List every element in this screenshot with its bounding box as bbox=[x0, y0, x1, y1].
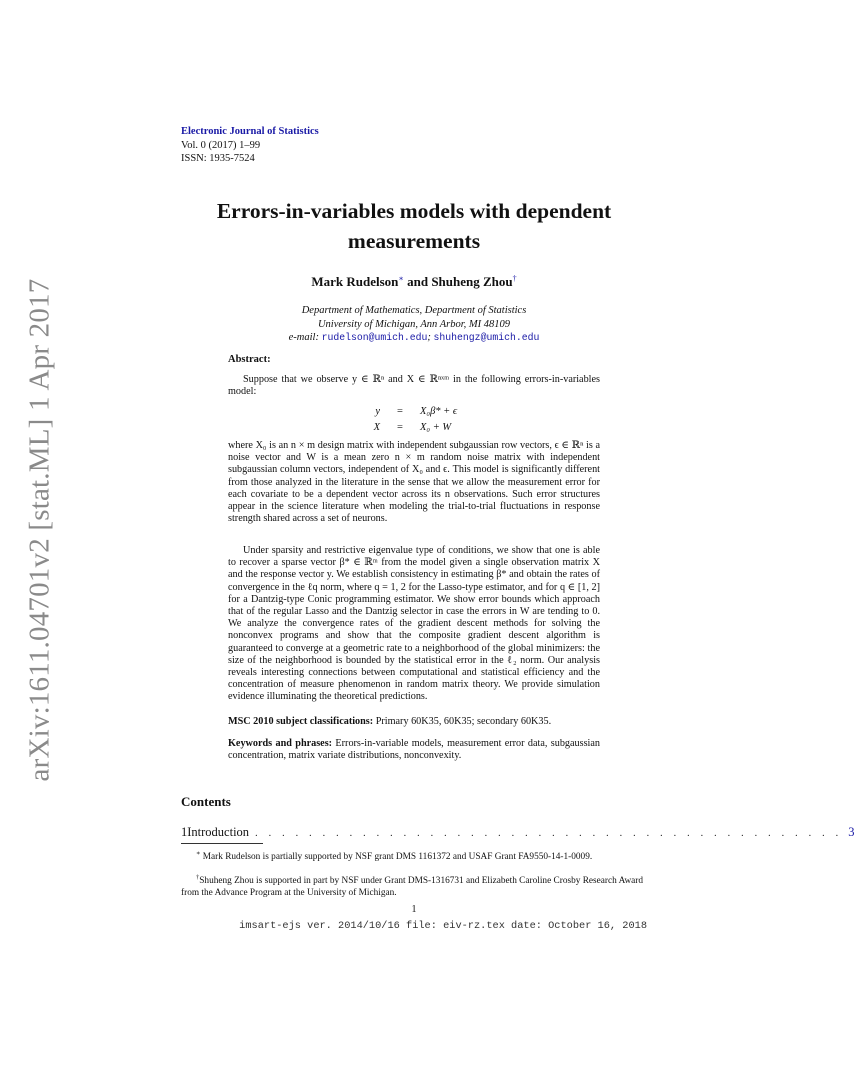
paper-title bbox=[150, 196, 678, 256]
affiliation bbox=[150, 304, 678, 345]
abstract-intro-text: Suppose that we observe y ∈ ℝⁿ and X ∈ ℝⁿˣᵐ in the following errors-in-variables model: bbox=[228, 374, 600, 398]
equation-row bbox=[360, 404, 457, 420]
footnote-rule bbox=[181, 843, 263, 844]
msc-classifications bbox=[228, 716, 600, 728]
author-1: Mark Rudelson bbox=[311, 274, 399, 289]
toc-page-link[interactable]: 3 bbox=[848, 825, 855, 839]
equation-lhs: X bbox=[373, 422, 380, 433]
footnote-2 bbox=[181, 872, 647, 899]
journal-volume: Vol. 0 (2017) 1–99 bbox=[181, 139, 261, 151]
toc-number: 1 bbox=[181, 825, 188, 839]
toc-title[interactable]: Introduction bbox=[187, 825, 250, 839]
msc-label: MSC 2010 subject classifications: bbox=[228, 716, 374, 727]
author-2-footnote-link[interactable]: † bbox=[512, 274, 517, 283]
arxiv-id: arXiv:1611.04701v2 [stat.ML] 1 Apr 2017 bbox=[23, 278, 56, 782]
arxiv-sidebar-stamp bbox=[20, 278, 60, 782]
author-list bbox=[150, 274, 678, 290]
title-line-2: measurements bbox=[347, 229, 481, 253]
equation-row bbox=[360, 420, 457, 436]
imsart-footer: imsart-ejs ver. 2014/10/16 file: eiv-rz.tex date: October 16, 2018 bbox=[239, 920, 647, 932]
email-link-1[interactable]: rudelson@umich.edu bbox=[321, 332, 428, 343]
abstract-paragraph-1: where X₀ is an n × m design matrix with independent subgaussian row vectors, ϵ ∈ ℝⁿ is a noise vector and W is a mean zero n × m random noise matrix with independent subgaussian column vectors, independent of X₀ and ϵ. This model is significantly different from those analyzed in the literature in the sense that we allow the measurement error for each covariate to be a dependent vector across its n observations. Such error structures appear in the science literature when modeling the trial-to-trial fluctuations in response strength shared across a set of neurons. bbox=[228, 440, 600, 525]
equation-operator: = bbox=[397, 422, 403, 433]
abstract-heading: Abstract: bbox=[228, 354, 271, 365]
footnote-1 bbox=[181, 848, 647, 864]
affiliation-line-2: University of Michigan, Ann Arbor, MI 48109 bbox=[317, 318, 511, 330]
email-separator: ; bbox=[427, 332, 434, 343]
keywords-label: Keywords and phrases: bbox=[228, 738, 333, 749]
affiliation-line-1: Department of Mathematics, Department of Statistics bbox=[301, 305, 527, 316]
equation-rhs: X₀β* + ϵ bbox=[420, 406, 458, 417]
footnote-1-mark: ∗ bbox=[196, 850, 201, 857]
journal-name-link[interactable]: Electronic Journal of Statistics bbox=[181, 126, 319, 137]
msc-text: Primary 60K35, 60K35; secondary 60K35. bbox=[373, 716, 552, 727]
page-number: 1 bbox=[411, 904, 417, 915]
equation-rhs: X₀ + W bbox=[420, 422, 452, 433]
footnote-1-text: Mark Rudelson is partially supported by NSF grant DMS 1161372 and USAF Grant FA9550-14-1-0009. bbox=[200, 852, 593, 862]
keywords-text: Errors-in-variable models, measurement error data, subgaussian concentration, matrix variate distributions, nonconvexity. bbox=[228, 738, 601, 762]
abstract-paragraph-2-text: Under sparsity and restrictive eigenvalue type of conditions, we show that one is able to recover a sparse vector β* ∈ ℝᵐ from the model given a single observation matrix X and the response vector y. We establish consistency in estimating β* and obtain the rates of convergence in the ℓq norm, where q = 1, 2 for the Lasso-type estimator, and for q ∈ [1, 2] for a Dantzig-type Conic programming estimator. We show error bounds which approach that of the regular Lasso and the Dantzig selector in case the errors in W are tending to 0. We analyze the convergence rates of the gradient descent methods for solving the nonconvex programs and show that the composite gradient descent algorithm is guaranteed to converge at a geometric rate to a neighborhood of the global minimizers: the size of the neighborhood is bounded by the statistical error in the ℓ₂ norm. Our analysis reveals interesting connections between computational and statistical efficiency and the concentration of measure phenomenon in random matrix theory. We provide simulation evidence illuminating the theoretical predictions. bbox=[228, 545, 600, 703]
abstract-paragraph-2 bbox=[228, 545, 600, 704]
toc-entry[interactable] bbox=[181, 825, 855, 840]
author-2: Shuheng Zhou bbox=[431, 274, 513, 289]
contents-heading: Contents bbox=[181, 794, 231, 809]
abstract-intro bbox=[228, 374, 600, 398]
title-line-1: Errors-in-variables models with dependent bbox=[216, 199, 612, 223]
author-connector: and bbox=[403, 274, 432, 289]
journal-header bbox=[181, 125, 319, 166]
footnote-2-text: Shuheng Zhou is supported in part by NSF under Grant DMS-1316731 and Elizabeth Caroline Crosby Research Award from the Advance Program at the University of Michigan. bbox=[181, 876, 644, 898]
email-link-2[interactable]: shuhengz@umich.edu bbox=[433, 332, 540, 343]
keywords bbox=[228, 738, 600, 762]
author-1-footnote-link[interactable]: ∗ bbox=[398, 274, 404, 283]
email-label: e-mail: bbox=[288, 332, 322, 343]
equation-operator: = bbox=[397, 406, 403, 417]
equation-lhs: y bbox=[375, 406, 380, 417]
journal-issn: ISSN: 1935-7524 bbox=[181, 153, 255, 164]
email-line bbox=[150, 331, 678, 345]
footnote-2-mark: † bbox=[196, 874, 200, 881]
model-equations bbox=[360, 404, 457, 436]
toc-leader-dots: . . . . . . . . . . . . . . . . . . . . . . . . . . . . . . . . . . . . . . . . . . . . bbox=[255, 827, 843, 839]
